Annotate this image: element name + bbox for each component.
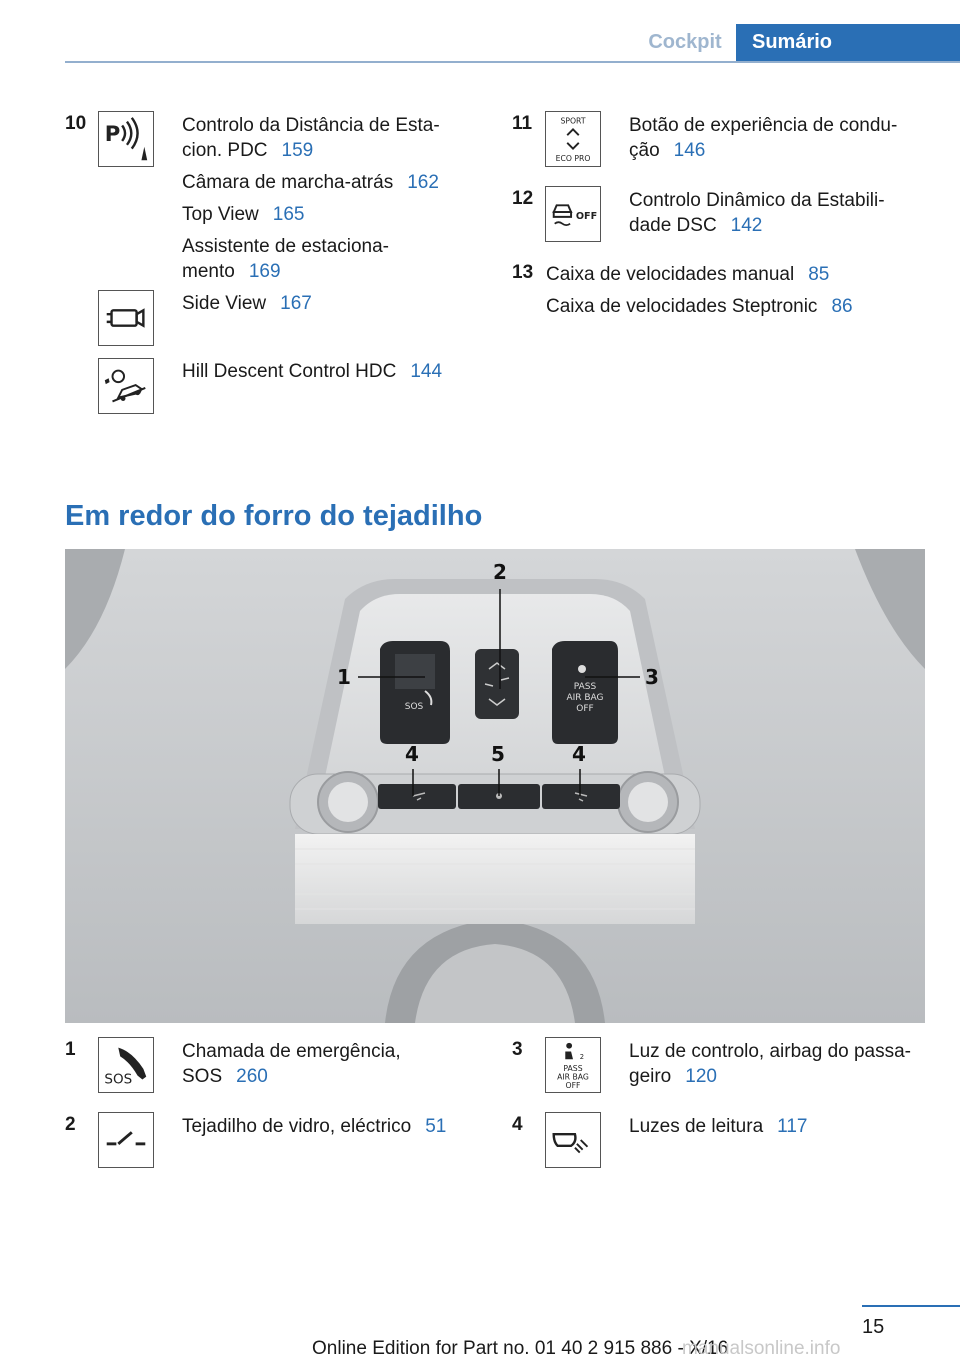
page-ref-link[interactable]: 159 bbox=[281, 140, 314, 161]
item-13-description bbox=[546, 262, 926, 326]
side-view-camera-icon bbox=[98, 290, 154, 346]
hdc-description bbox=[182, 359, 482, 391]
entry-text: Caixa de velocidades manual bbox=[546, 264, 795, 285]
entry-text: Tejadilho de vidro, eléctrico bbox=[182, 1116, 412, 1137]
pass-label: PASS bbox=[573, 682, 597, 692]
item-number: 13 bbox=[512, 262, 534, 283]
icon-label: 2 bbox=[579, 1053, 585, 1062]
entry-text: Luzes de leitura bbox=[629, 1116, 764, 1137]
entry-text: Controlo Dinâmico da Estabili‐ bbox=[629, 190, 885, 211]
photo-callout: 5 bbox=[491, 742, 505, 766]
item-number: 11 bbox=[512, 113, 533, 134]
icon-label: ECO PRO bbox=[555, 154, 591, 164]
entry-text: SOS bbox=[182, 1066, 223, 1087]
glass-roof-icon bbox=[98, 1112, 154, 1168]
roof-console-photo bbox=[65, 549, 925, 1023]
side-view-description bbox=[182, 291, 482, 323]
header-divider bbox=[65, 61, 960, 63]
entry-text: Assistente de estaciona‐ bbox=[182, 236, 390, 257]
tab-sumario[interactable]: Sumário bbox=[736, 24, 960, 61]
icon-label: OFF bbox=[565, 1081, 581, 1091]
page-ref-link[interactable]: 260 bbox=[236, 1066, 268, 1087]
page-number: 15 bbox=[862, 1316, 885, 1338]
item-2-description bbox=[182, 1114, 482, 1146]
page-ref-link[interactable]: 117 bbox=[777, 1116, 808, 1137]
entry-text: Câmara de marcha-atrás bbox=[182, 172, 394, 193]
dsc-off-icon bbox=[545, 186, 601, 242]
item-number: 3 bbox=[512, 1039, 523, 1060]
item-11-description bbox=[629, 113, 929, 170]
page-ref-link[interactable]: 120 bbox=[685, 1066, 717, 1087]
entry-text: Hill Descent Control HDC bbox=[182, 361, 397, 382]
sos-label: SOS bbox=[404, 702, 424, 712]
passenger-airbag-icon bbox=[545, 1037, 601, 1093]
entry-text: Top View bbox=[182, 204, 259, 225]
item-3-description bbox=[629, 1039, 939, 1096]
item-number: 2 bbox=[65, 1114, 76, 1135]
driving-experience-icon bbox=[545, 111, 601, 167]
item-1-description bbox=[182, 1039, 482, 1096]
entry-text: cion. PDC bbox=[182, 140, 268, 161]
item-number: 10 bbox=[65, 113, 87, 134]
page-ref-link[interactable]: 169 bbox=[248, 261, 281, 282]
page-ref-link[interactable]: 86 bbox=[831, 296, 853, 317]
page-ref-link[interactable]: 165 bbox=[272, 204, 305, 225]
icon-label: SPORT bbox=[560, 116, 586, 126]
icon-label: PASS bbox=[563, 1063, 583, 1073]
page-ref-link[interactable]: 167 bbox=[280, 293, 312, 314]
photo-callout: 4 bbox=[405, 742, 419, 766]
photo-callout: 3 bbox=[645, 665, 659, 689]
svg-text:P: P bbox=[104, 121, 121, 147]
item-number: 12 bbox=[512, 188, 534, 209]
edition-text: Online Edition for Part no. 01 40 2 915 886 - X/16 bbox=[312, 1338, 729, 1359]
sos-icon bbox=[98, 1037, 154, 1093]
page-ref-link[interactable]: 51 bbox=[425, 1116, 447, 1137]
page-ref-link[interactable]: 146 bbox=[673, 140, 706, 161]
photo-callout: 2 bbox=[493, 560, 507, 584]
page-ref-link[interactable]: 162 bbox=[407, 172, 439, 193]
pdc-icon bbox=[98, 111, 154, 167]
entry-text: ção bbox=[629, 140, 660, 161]
page-ref-link[interactable]: 85 bbox=[808, 264, 830, 285]
entry-text: dade DSC bbox=[629, 215, 717, 236]
section-title: Em redor do forro do tejadilho bbox=[65, 500, 483, 532]
tab-cockpit[interactable]: Cockpit bbox=[634, 24, 736, 61]
item-4-description bbox=[629, 1114, 929, 1146]
entry-text: Chamada de emergência, bbox=[182, 1041, 401, 1062]
entry-text: geiro bbox=[629, 1066, 672, 1087]
footer-divider bbox=[862, 1305, 960, 1307]
hill-descent-icon bbox=[98, 358, 154, 414]
air-bag-label: AIR BAG bbox=[566, 693, 604, 703]
watermark: manualsonline.info bbox=[682, 1338, 841, 1359]
item-number: 4 bbox=[512, 1114, 523, 1135]
item-10-description bbox=[182, 113, 482, 291]
photo-callout: 1 bbox=[337, 665, 351, 689]
item-12-description bbox=[629, 188, 929, 245]
entry-text: mento bbox=[182, 261, 235, 282]
entry-text: Luz de controlo, airbag do passa‐ bbox=[629, 1041, 912, 1062]
entry-text: Botão de experiência de condu‐ bbox=[629, 115, 898, 136]
off-label: OFF bbox=[576, 704, 594, 714]
icon-label: AIR BAG bbox=[557, 1072, 589, 1082]
photo-callout: 4 bbox=[572, 742, 586, 766]
page-ref-link[interactable]: 142 bbox=[730, 215, 763, 236]
entry-text: Caixa de velocidades Steptronic bbox=[546, 296, 818, 317]
icon-label: SOS bbox=[104, 1071, 133, 1088]
entry-text: Side View bbox=[182, 293, 267, 314]
item-number: 1 bbox=[65, 1039, 76, 1060]
entry-text: Controlo da Distância de Esta‐ bbox=[182, 115, 440, 136]
page-ref-link[interactable]: 144 bbox=[410, 361, 443, 382]
reading-light-icon bbox=[545, 1112, 601, 1168]
icon-label: OFF bbox=[575, 210, 598, 222]
